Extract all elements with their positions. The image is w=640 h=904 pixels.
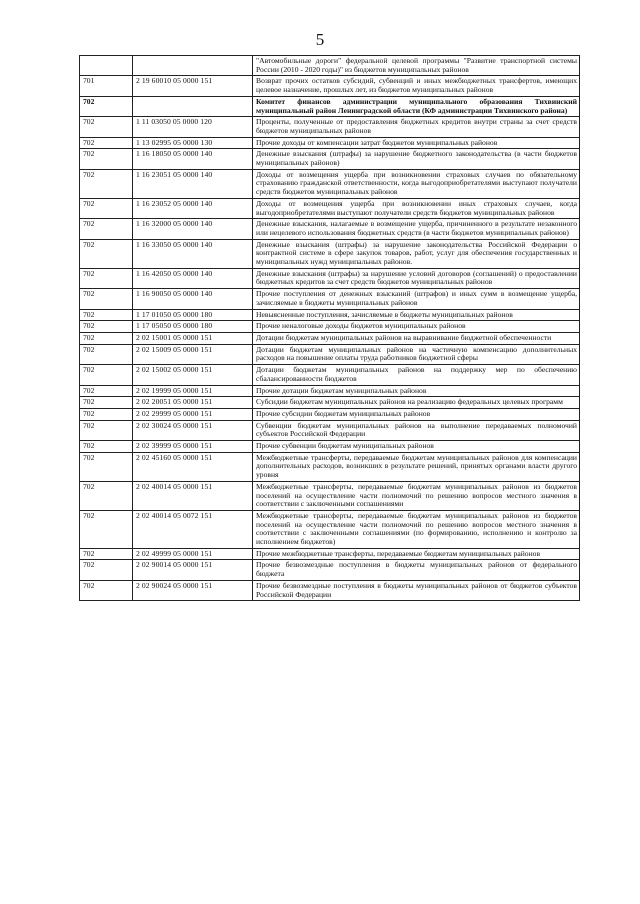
admin-code-cell: 702 [80,149,133,169]
revenue-code-cell: 1 16 42050 05 0000 140 [133,268,253,288]
admin-code-cell: 702 [80,332,133,344]
table-row [80,137,580,149]
table-row [80,332,580,344]
admin-code-cell: 702 [80,268,133,288]
description-cell: Денежные взыскания, налагаемые в возмещение ущерба, причиненного в результате незаконного или нецелевого использования бюджетных средств (в части бюджетов муниципальных районов) [253,219,580,239]
table-body [80,56,580,601]
revenue-code-cell: 2 02 40014 05 0072 151 [133,510,253,548]
revenue-code-cell: 1 16 32000 05 0000 140 [133,219,253,239]
admin-code-cell: 701 [80,76,133,96]
description-cell: Денежные взыскания (штрафы) за нарушение условий договоров (соглашений) о предоставлении бюджетных кредитов за счет средств бюджетов муниципальных районов [253,268,580,288]
admin-code-cell: 702 [80,239,133,268]
revenue-code-cell: 1 16 23052 05 0000 140 [133,198,253,218]
revenue-code-cell: 2 02 90024 05 0000 151 [133,580,253,600]
description-cell: Доходы от возмещения ущерба при возникновении иных страховых случаев, когда выгодоприобретателями выступают получатели средств бюджетов муниципальных районов [253,198,580,218]
table-row [80,397,580,409]
description-cell: "Автомобильные дороги" федеральной целевой программы "Развитие транспортной системы России (2010 - 2020 годы)" из бюджетов муниципальных районов [253,56,580,76]
table-row [80,289,580,309]
description-cell: Межбюджетные трансферты, передаваемые бюджетам муниципальных районов для компенсации дополнительных расходов, возникших в результате решений, принятых органами власти другого уровня [253,452,580,481]
description-cell: Проценты, полученные от предоставления бюджетных кредитов внутри страны за счет средств бюджетов муниципальных районов [253,117,580,137]
table-row [80,344,580,364]
description-cell: Прочие поступления от денежных взысканий (штрафов) и иных сумм в возмещение ущерба, зачисляемые в бюджеты муниципальных районов [253,289,580,309]
admin-code-cell: 702 [80,481,133,510]
admin-code-cell: 702 [80,198,133,218]
table-row [80,365,580,385]
admin-code-cell: 702 [80,548,133,560]
table-row [80,219,580,239]
description-cell: Прочие доходы от компенсации затрат бюджетов муниципальных районов [253,137,580,149]
admin-code-cell: 702 [80,344,133,364]
table-row [80,96,580,116]
description-cell: Дотации бюджетам муниципальных районов на выравнивание бюджетной обеспеченности [253,332,580,344]
admin-code-cell: 702 [80,397,133,409]
description-cell: Прочие неналоговые доходы бюджетов муниципальных районов [253,321,580,333]
revenue-codes-table [79,55,580,601]
revenue-code-cell: 2 02 45160 05 0000 151 [133,452,253,481]
description-cell: Дотации бюджетам муниципальных районов на поддержку мер по обеспечению сбалансированности бюджетов [253,365,580,385]
table-row [80,198,580,218]
table-row [80,452,580,481]
revenue-code-cell: 1 16 18050 05 0000 140 [133,149,253,169]
admin-code-cell: 702 [80,408,133,420]
description-cell: Дотации бюджетам муниципальных районов на частичную компенсацию дополнительных расходов на повышение оплаты труда работников бюджетной сферы [253,344,580,364]
table-row [80,309,580,321]
table-row [80,76,580,96]
description-cell: Денежные взыскания (штрафы) за нарушение бюджетного законодательства (в части бюджетов муниципальных районов) [253,149,580,169]
description-cell: Невыясненные поступления, зачисляемые в бюджеты муниципальных районов [253,309,580,321]
table-row [80,169,580,198]
description-cell: Прочие субвенции бюджетам муниципальных районов [253,441,580,453]
table-row [80,385,580,397]
admin-code-cell: 702 [80,420,133,440]
table-row [80,56,580,76]
revenue-code-cell: 1 16 90050 05 0000 140 [133,289,253,309]
revenue-code-cell: 2 02 49999 05 0000 151 [133,548,253,560]
description-cell: Прочие межбюджетные трансферты, передаваемые бюджетам муниципальных районов [253,548,580,560]
table-row [80,560,580,580]
table-row [80,510,580,548]
revenue-code-cell: 2 02 39999 05 0000 151 [133,441,253,453]
revenue-code-cell: 2 02 15002 05 0000 151 [133,365,253,385]
table-row [80,321,580,333]
revenue-code-cell: 1 16 23051 05 0000 140 [133,169,253,198]
description-cell: Субвенции бюджетам муниципальных районов на выполнение передаваемых полномочий субъектов Российской Федерации [253,420,580,440]
admin-code-cell: 702 [80,137,133,149]
table-row [80,408,580,420]
table-row [80,441,580,453]
description-cell: Доходы от возмещения ущерба при возникновении страховых случаев по обязательному страхованию гражданской ответственности, когда выгодоприобретателями выступают получатели средств бюджетов муниципальных районов [253,169,580,198]
description-cell: Комитет финансов администрации муниципального образования Тихвинский муниципальный район Ленинградской области (КФ администрации Тихвинского района) [253,96,580,116]
description-cell: Денежные взыскания (штрафы) за нарушение законодательства Российской Федерации о контрактной системе в сфере закупок товаров, работ, услуг для обеспечения государственных и муниципальных нужд муниципальных районов. [253,239,580,268]
admin-code-cell: 702 [80,385,133,397]
revenue-code-cell: 2 02 15001 05 0000 151 [133,332,253,344]
description-cell: Субсидии бюджетам муниципальных районов на реализацию федеральных целевых программ [253,397,580,409]
revenue-code-cell: 2 02 20051 05 0000 151 [133,397,253,409]
description-cell: Прочие безвозмездные поступления в бюджеты муниципальных районов от федерального бюджета [253,560,580,580]
admin-code-cell: 702 [80,169,133,198]
admin-code-cell: 702 [80,309,133,321]
revenue-code-cell: 1 17 01050 05 0000 180 [133,309,253,321]
admin-code-cell: 702 [80,365,133,385]
revenue-code-cell: 2 02 90014 05 0000 151 [133,560,253,580]
admin-code-cell: 702 [80,441,133,453]
table-row [80,149,580,169]
admin-code-cell: 702 [80,117,133,137]
revenue-code-cell: 1 13 02995 05 0000 130 [133,137,253,149]
description-cell: Возврат прочих остатков субсидий, субвенций и иных межбюджетных трансфертов, имеющих целевое назначение, прошлых лет, из бюджетов муниципальных районов [253,76,580,96]
table-row [80,420,580,440]
admin-code-cell: 702 [80,321,133,333]
revenue-code-cell [133,96,253,116]
admin-code-cell: 702 [80,452,133,481]
admin-code-cell: 702 [80,289,133,309]
table-row [80,580,580,600]
revenue-code-cell: 2 02 29999 05 0000 151 [133,408,253,420]
revenue-code-cell: 1 17 05050 05 0000 180 [133,321,253,333]
revenue-code-cell: 2 02 30024 05 0000 151 [133,420,253,440]
admin-code-cell: 702 [80,560,133,580]
description-cell: Межбюджетные трансферты, передаваемые бюджетам муниципальных районов из бюджетов поселений на осуществление части полномочий по решению вопросов местного значения в соответствии с заключенными соглашениями (по формированию, исполнению и контролю за исполнением бюджетов) [253,510,580,548]
revenue-code-cell: 1 11 03050 05 0000 120 [133,117,253,137]
revenue-code-cell: 2 02 19999 05 0000 151 [133,385,253,397]
table-row [80,548,580,560]
revenue-code-cell: 1 16 33050 05 0000 140 [133,239,253,268]
description-cell: Межбюджетные трансферты, передаваемые бюджетам муниципальных районов из бюджетов поселений на осуществление части полномочий по решению вопросов местного значения в соответствии с заключенными соглашениями [253,481,580,510]
admin-code-cell: 702 [80,219,133,239]
table-row [80,268,580,288]
page-number: 5 [315,30,325,49]
description-cell: Прочие безвозмездные поступления в бюджеты муниципальных районов от бюджетов субъектов Российской Федерации [253,580,580,600]
admin-code-cell [80,56,133,76]
revenue-code-cell: 2 02 40014 05 0000 151 [133,481,253,510]
table-row [80,117,580,137]
description-cell: Прочие дотации бюджетам муниципальных районов [253,385,580,397]
revenue-code-cell: 2 02 15009 05 0000 151 [133,344,253,364]
admin-code-cell: 702 [80,510,133,548]
admin-code-cell: 702 [80,580,133,600]
revenue-code-cell [133,56,253,76]
description-cell: Прочие субсидии бюджетам муниципальных районов [253,408,580,420]
table-row [80,239,580,268]
revenue-code-cell: 2 19 60010 05 0000 151 [133,76,253,96]
admin-code-cell: 702 [80,96,133,116]
table-row [80,481,580,510]
